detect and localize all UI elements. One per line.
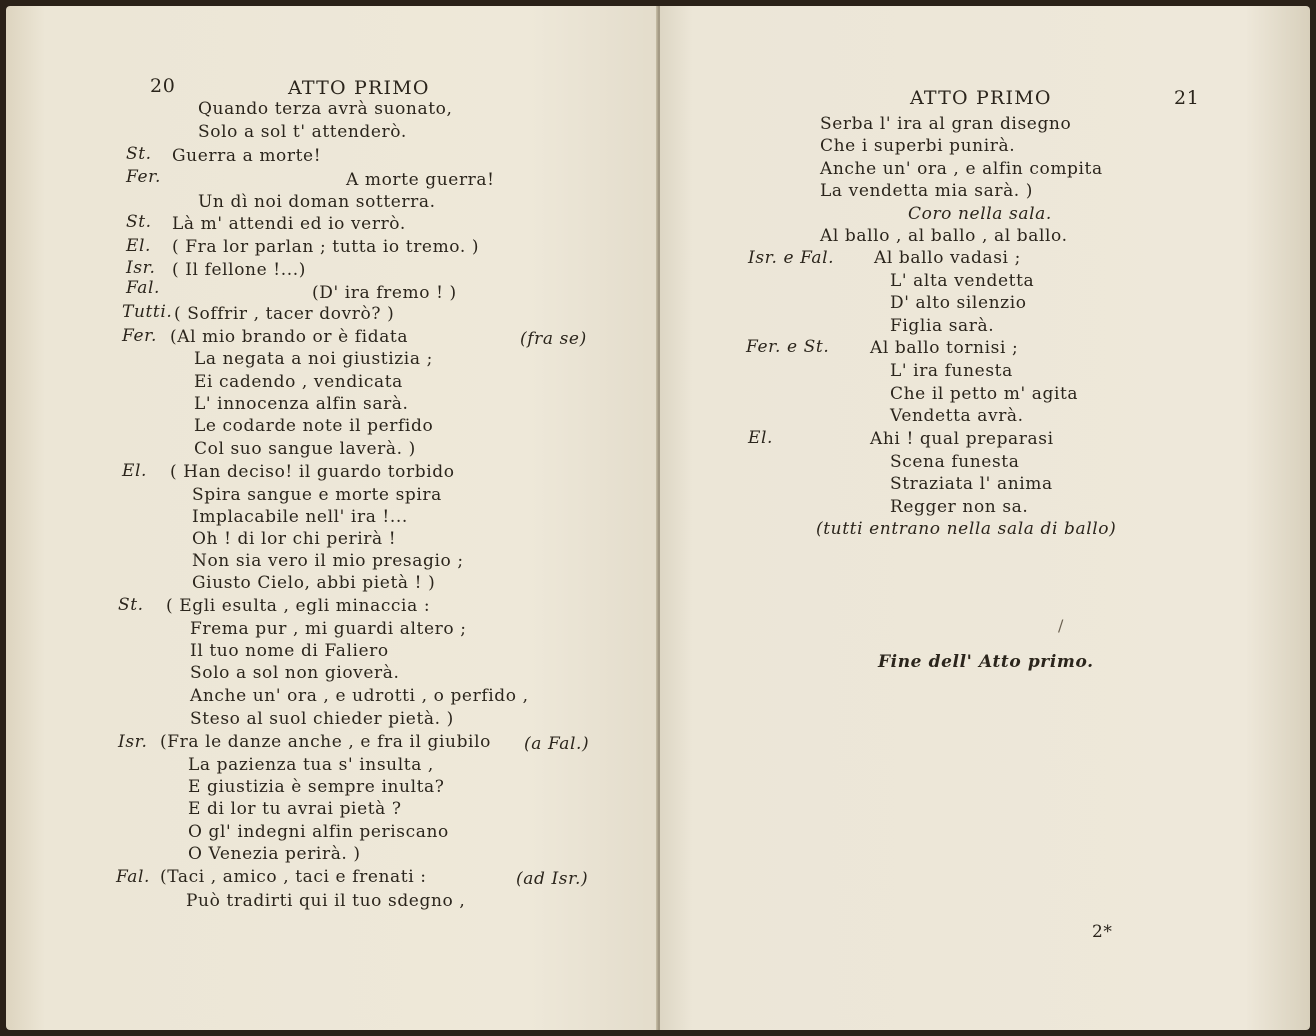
- verse-line: Implacabile nell' ira !...: [192, 507, 408, 527]
- verse-line: Straziata l' anima: [890, 474, 1053, 494]
- left-page: [6, 6, 658, 1030]
- stage-direction: (fra se): [520, 329, 587, 349]
- verse-line: (Fra le danze anche , e fra il giubilo: [160, 732, 491, 752]
- speaker-label: Fer.: [122, 326, 157, 346]
- verse-line: La pazienza tua s' insulta ,: [188, 755, 434, 775]
- verse-line: ( Il fellone !...): [172, 260, 306, 280]
- speaker-label: Fer.: [126, 167, 161, 187]
- verse-line: Solo a sol non gioverà.: [190, 663, 400, 683]
- verse-line: Frema pur , mi guardi altero ;: [190, 619, 467, 639]
- verse-line: Le codarde note il perfido: [194, 416, 434, 436]
- verse-line: Serba l' ira al gran disegno: [820, 114, 1072, 134]
- running-head: ATTO PRIMO: [288, 77, 430, 99]
- verse-line: O Venezia perirà. ): [188, 844, 361, 864]
- verse-line: Solo a sol t' attenderò.: [198, 122, 407, 142]
- verse-line: Il tuo nome di Faliero: [190, 641, 389, 661]
- verse-line: (Taci , amico , taci e frenati :: [160, 867, 427, 887]
- right-page: [660, 6, 1310, 1030]
- ink-mark: /: [1058, 616, 1064, 635]
- page-number: 20: [150, 75, 176, 97]
- stage-direction: (ad Isr.): [516, 869, 589, 889]
- verse-line: Che il petto m' agita: [890, 384, 1079, 404]
- verse-line: ( Han deciso! il guardo torbido: [170, 462, 455, 482]
- end-of-act-note: Fine dell' Atto primo.: [878, 652, 1094, 672]
- verse-line: Al ballo vadasi ;: [874, 248, 1021, 268]
- stage-direction: Coro nella sala.: [908, 204, 1052, 224]
- speaker-label: El.: [122, 461, 148, 481]
- verse-line: E di lor tu avrai pietà ?: [188, 799, 402, 819]
- verse-line: Figlia sarà.: [890, 316, 995, 336]
- verse-line: ( Soffrir , tacer dovrò? ): [174, 304, 395, 324]
- signature-mark: 2*: [1092, 922, 1113, 942]
- verse-line: Giusto Cielo, abbi pietà ! ): [192, 573, 436, 593]
- verse-line: Quando terza avrà suonato,: [198, 99, 453, 119]
- verse-line: Al ballo , al ballo , al ballo.: [820, 226, 1068, 246]
- speaker-label: St.: [126, 144, 152, 164]
- speaker-label: Isr.: [126, 258, 156, 278]
- speaker-label: Tutti.: [122, 302, 173, 322]
- verse-line: O gl' indegni alfin periscano: [188, 822, 449, 842]
- verse-line: Oh ! di lor chi perirà !: [192, 529, 397, 549]
- verse-line: Ei cadendo , vendicata: [194, 372, 403, 392]
- speaker-label: St.: [126, 212, 152, 232]
- verse-line: La negata a noi giustizia ;: [194, 349, 433, 369]
- verse-line: Ahi ! qual preparasi: [870, 429, 1054, 449]
- verse-line: ( Fra lor parlan ; tutta io tremo. ): [172, 237, 480, 257]
- verse-line: Che i superbi punirà.: [820, 136, 1016, 156]
- verse-line: Regger non sa.: [890, 497, 1029, 517]
- verse-line: E giustizia è sempre inulta?: [188, 777, 445, 797]
- verse-line: Guerra a morte!: [172, 146, 322, 166]
- verse-line: D' alto silenzio: [890, 293, 1027, 313]
- speaker-label: El.: [126, 236, 152, 256]
- verse-line: Può tradirti qui il tuo sdegno ,: [186, 891, 466, 911]
- verse-line: Col suo sangue laverà. ): [194, 439, 416, 459]
- verse-line: Al ballo tornisi ;: [870, 338, 1019, 358]
- speaker-label: El.: [748, 428, 774, 448]
- verse-line: Scena funesta: [890, 452, 1020, 472]
- verse-line: (Al mio brando or è fidata: [170, 327, 409, 347]
- verse-line: Vendetta avrà.: [890, 406, 1024, 426]
- speaker-label: St.: [118, 595, 144, 615]
- verse-line: Un dì noi doman sotterra.: [198, 192, 436, 212]
- verse-line: Là m' attendi ed io verrò.: [172, 214, 406, 234]
- verse-line: A morte guerra!: [346, 170, 495, 190]
- speaker-label: Fer. e St.: [746, 337, 830, 357]
- stage-direction: (a Fal.): [524, 734, 590, 754]
- verse-line: Anche un' ora , e alfin compita: [820, 159, 1103, 179]
- running-head: ATTO PRIMO: [910, 87, 1052, 109]
- verse-line: L' innocenza alfin sarà.: [194, 394, 409, 414]
- stage-direction: (tutti entrano nella sala di ballo): [816, 519, 1117, 539]
- verse-line: (D' ira fremo ! ): [312, 283, 457, 303]
- verse-line: Anche un' ora , e udrotti , o perfido ,: [190, 686, 529, 706]
- speaker-label: Fal.: [126, 278, 161, 298]
- speaker-label: Isr. e Fal.: [748, 248, 835, 268]
- verse-line: L' ira funesta: [890, 361, 1013, 381]
- verse-line: Non sia vero il mio presagio ;: [192, 551, 464, 571]
- verse-line: Spira sangue e morte spira: [192, 485, 442, 505]
- verse-line: ( Egli esulta , egli minaccia :: [166, 596, 431, 616]
- verse-line: Steso al suol chieder pietà. ): [190, 709, 454, 729]
- speaker-label: Fal.: [116, 867, 151, 887]
- verse-line: L' alta vendetta: [890, 271, 1035, 291]
- verse-line: La vendetta mia sarà. ): [820, 181, 1034, 201]
- speaker-label: Isr.: [118, 732, 148, 752]
- page-number: 21: [1174, 87, 1200, 109]
